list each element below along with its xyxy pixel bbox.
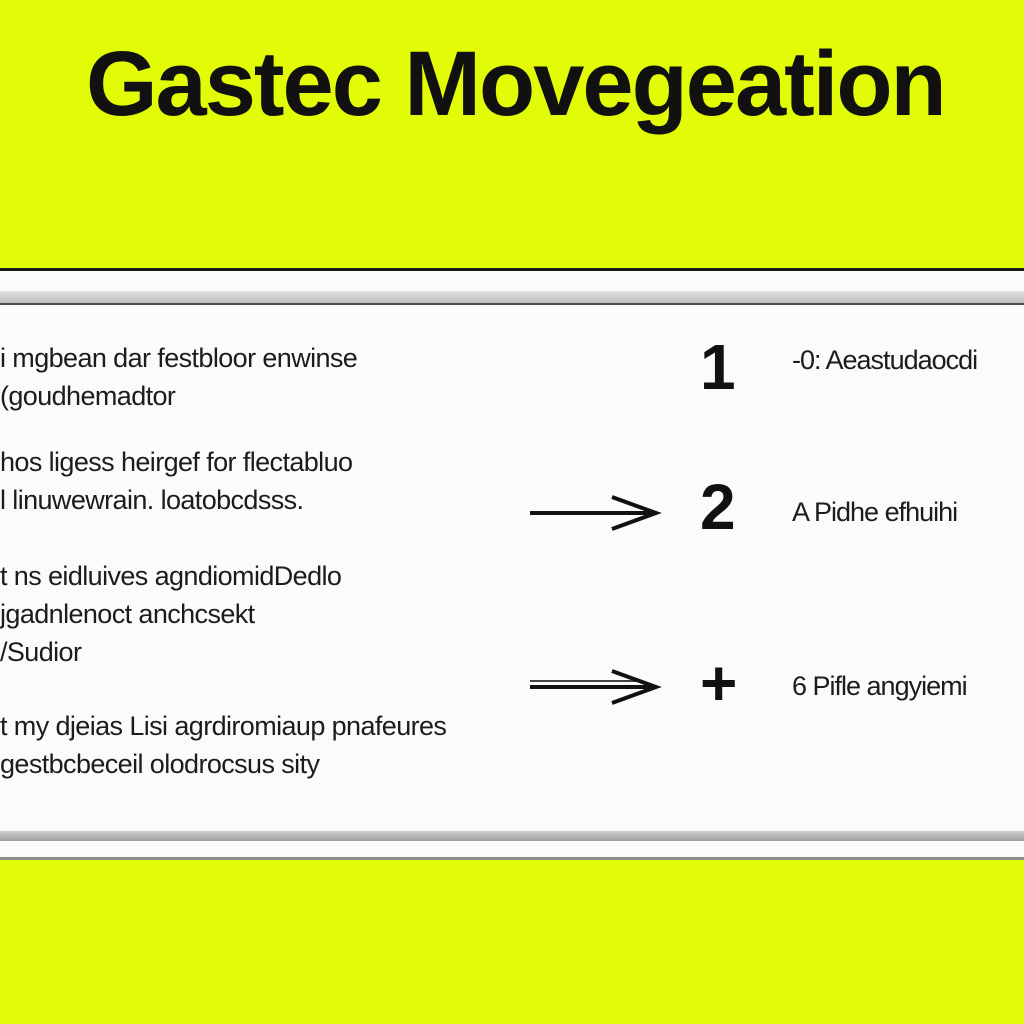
- text-line: gestbcbeceil olodrocsus sity: [0, 749, 320, 779]
- text-line: t ns eidluives agndiomidDedlo: [0, 561, 342, 591]
- text-line: hos ligess heirgef for flectabluo: [0, 447, 353, 477]
- text-line: jgadnlenoct anchcsekt: [0, 599, 255, 629]
- panel-top-rule: [0, 291, 1024, 305]
- step-1-number: 1: [700, 331, 736, 403]
- text-block-3: [0, 557, 341, 671]
- step-3-plus-marker: +: [700, 647, 738, 719]
- panel-bottom-rule: [0, 831, 1024, 841]
- text-line: /Sudior: [0, 637, 82, 667]
- arrow-right-icon: [528, 493, 662, 533]
- diagram-panel: [0, 268, 1024, 860]
- text-block-4: [0, 707, 446, 783]
- page-title: Gastec Movegeation: [86, 33, 945, 135]
- arrow-right-icon: [528, 667, 662, 707]
- step-2-number: 2: [700, 471, 736, 543]
- text-block-1: [0, 339, 357, 415]
- text-line: (goudhemadtor: [0, 381, 176, 411]
- step-2-label: A Pidhe efhuihi: [792, 497, 958, 527]
- step-3-label: 6 Pifle angyiemi: [792, 671, 967, 701]
- step-1-label: -0: Aeastudaocdi: [792, 345, 978, 375]
- text-line: i mgbean dar festbloor enwinse: [0, 343, 358, 373]
- text-block-2: [0, 443, 352, 519]
- text-line: l linuwewrain. loatobcdsss.: [0, 485, 304, 515]
- text-line: t my djeias Lisi agrdiromiaup pnafeures: [0, 711, 447, 741]
